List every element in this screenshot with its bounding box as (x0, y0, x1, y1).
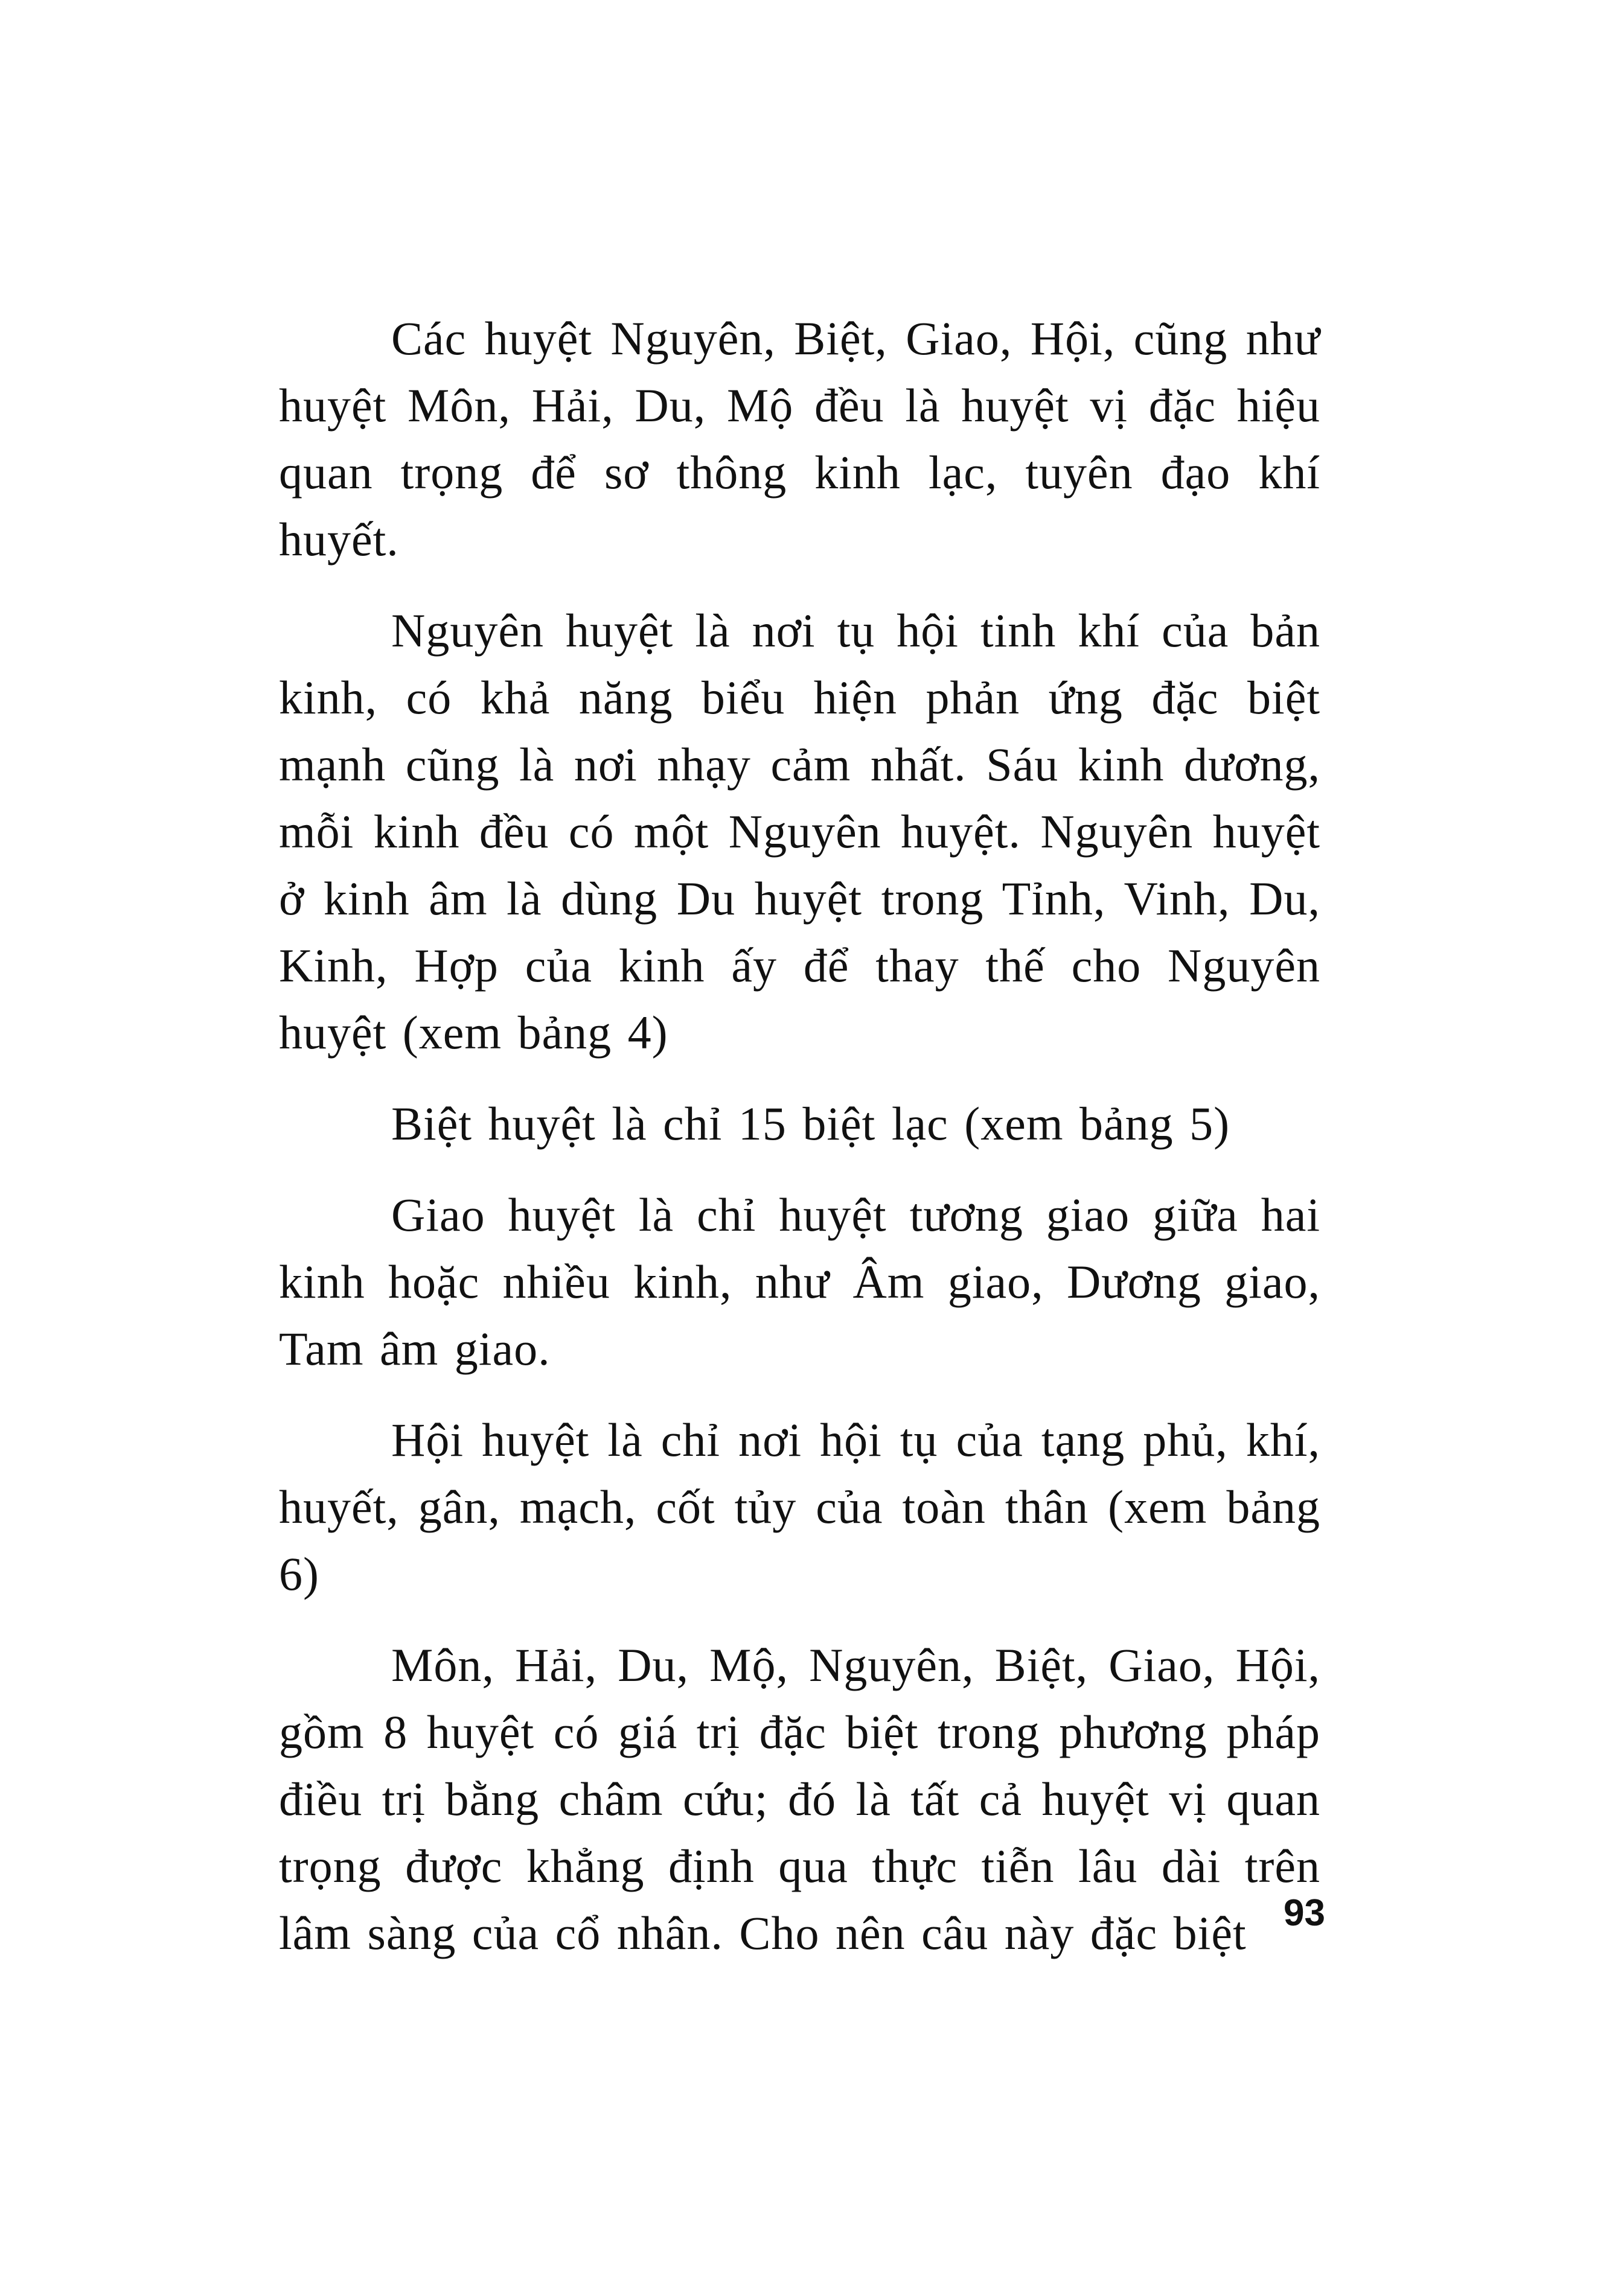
paragraph-1: Các huyệt Nguyên, Biệt, Giao, Hội, cũng như huyệt Môn, Hải, Du, Mộ đều là huyệt vị đặc hiệu quan trọng để sơ thông kinh lạc, tuyên đạo khí huyết. (279, 312, 1320, 566)
page-body (279, 305, 1320, 1991)
paragraph-3: Biệt huyệt là chỉ 15 biệt lạc (xem bảng 5) (391, 1097, 1230, 1150)
paragraph-5: Hội huyệt là chỉ nơi hội tụ của tạng phủ, khí, huyết, gân, mạch, cốt tủy của toàn thân (xem bảng 6) (279, 1414, 1320, 1600)
paragraph-2: Nguyên huyệt là nơi tụ hội tinh khí của bản kinh, có khả năng biểu hiện phản ứng đặc biệt mạnh cũng là nơi nhạy cảm nhất. Sáu kinh dương, mỗi kinh đều có một Nguyên huyệt. Nguyên huyệt ở kinh âm là dùng Du huyệt trong Tỉnh, Vinh, Du, Kinh, Hợp của kinh ấy để thay thế cho Nguyên huyệt (xem bảng 4) (279, 604, 1320, 1059)
page-number: 93 (1284, 1892, 1325, 1934)
paragraph-6: Môn, Hải, Du, Mộ, Nguyên, Biệt, Giao, Hội, gồm 8 huyệt có giá trị đặc biệt trong phương pháp điều trị bằng châm cứu; đó là tất cả huyệt vị quan trọng được khẳng định qua thực tiễn lâu dài trên lâm sàng của cổ nhân. Cho nên câu này đặc biệt (279, 1639, 1320, 1959)
paragraph-4: Giao huyệt là chỉ huyệt tương giao giữa hai kinh hoặc nhiều kinh, như Âm giao, Dương giao, Tam âm giao. (279, 1188, 1320, 1375)
